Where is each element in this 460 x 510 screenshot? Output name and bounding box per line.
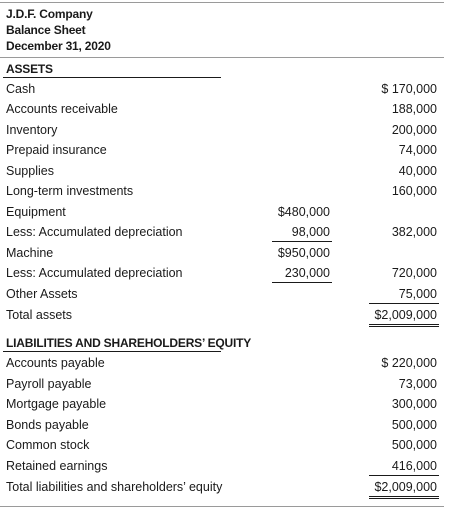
liabilities-heading: LIABILITIES AND SHAREHOLDERS’ EQUITY: [6, 336, 252, 350]
row-label: Payroll payable: [6, 377, 92, 391]
subtotal-underline: [369, 475, 439, 476]
row-total: 300,000: [391, 397, 437, 411]
row-total: $2,009,000: [374, 308, 437, 322]
subtotal-underline: [272, 241, 332, 242]
table-row: [0, 222, 460, 242]
table-row: [0, 477, 460, 497]
row-total: 382,000: [391, 225, 437, 239]
table-row: [0, 99, 460, 119]
row-label: Long-term investments: [6, 184, 134, 198]
row-total: $2,009,000: [374, 480, 437, 494]
statement-title: Balance Sheet: [6, 23, 86, 37]
row-label: Bonds payable: [6, 418, 89, 432]
table-row: [0, 305, 460, 325]
total-double-underline: [369, 324, 439, 325]
row-amount: $480,000: [277, 205, 330, 219]
assets-heading: ASSETS: [6, 62, 53, 76]
row-total: 188,000: [391, 102, 437, 116]
row-total: 416,000: [391, 459, 437, 473]
table-row: [0, 140, 460, 160]
row-label: Accounts payable: [6, 356, 105, 370]
table-row: [0, 415, 460, 435]
row-label: Cash: [6, 82, 36, 96]
header-rule: [0, 57, 444, 58]
row-label: Supplies: [6, 164, 54, 178]
table-row: [0, 353, 460, 373]
total-double-underline: [369, 498, 439, 499]
table-row: [0, 374, 460, 394]
table-row: [0, 456, 460, 476]
table-row: [0, 394, 460, 414]
table-row: [0, 120, 460, 140]
row-total: 160,000: [391, 184, 437, 198]
row-label: Other Assets: [6, 287, 78, 301]
row-label: Less: Accumulated depreciation: [6, 225, 183, 239]
row-amount: 98,000: [291, 225, 330, 239]
row-total: 500,000: [391, 418, 437, 432]
row-label: Inventory: [6, 123, 58, 137]
row-total: 720,000: [391, 266, 437, 280]
row-label: Equipment: [6, 205, 66, 219]
row-total: $ 170,000: [381, 82, 437, 96]
assets-heading-rule: [3, 77, 221, 78]
table-row: [0, 284, 460, 304]
row-label: Common stock: [6, 438, 90, 452]
row-total: 40,000: [398, 164, 437, 178]
statement-date: December 31, 2020: [6, 39, 111, 53]
company-name: J.D.F. Company: [6, 7, 93, 21]
table-row: [0, 161, 460, 181]
row-label: Mortgage payable: [6, 397, 107, 411]
row-total: $ 220,000: [381, 356, 437, 370]
bottom-rule: [0, 506, 444, 507]
row-total: 200,000: [391, 123, 437, 137]
row-amount: 230,000: [284, 266, 330, 280]
table-row: [0, 181, 460, 201]
subtotal-underline: [369, 303, 439, 304]
table-row: [0, 435, 460, 455]
subtotal-underline: [272, 282, 332, 283]
table-row: [0, 202, 460, 222]
total-double-underline: [369, 326, 439, 327]
row-total: 74,000: [398, 143, 437, 157]
liabilities-heading-rule: [3, 351, 221, 352]
row-total: 73,000: [398, 377, 437, 391]
row-label: Retained earnings: [6, 459, 108, 473]
row-label: Total assets: [6, 308, 73, 322]
table-row: [0, 79, 460, 99]
row-amount: $950,000: [277, 246, 330, 260]
row-label: Accounts receivable: [6, 102, 118, 116]
row-label: Total liabilities and shareholders’ equity: [6, 480, 223, 494]
total-double-underline: [369, 496, 439, 497]
row-label: Prepaid insurance: [6, 143, 107, 157]
row-label: Less: Accumulated depreciation: [6, 266, 183, 280]
table-row: [0, 243, 460, 263]
row-label: Machine: [6, 246, 54, 260]
table-row: [0, 263, 460, 283]
row-total: 75,000: [398, 287, 437, 301]
row-total: 500,000: [391, 438, 437, 452]
top-rule: [0, 2, 444, 3]
